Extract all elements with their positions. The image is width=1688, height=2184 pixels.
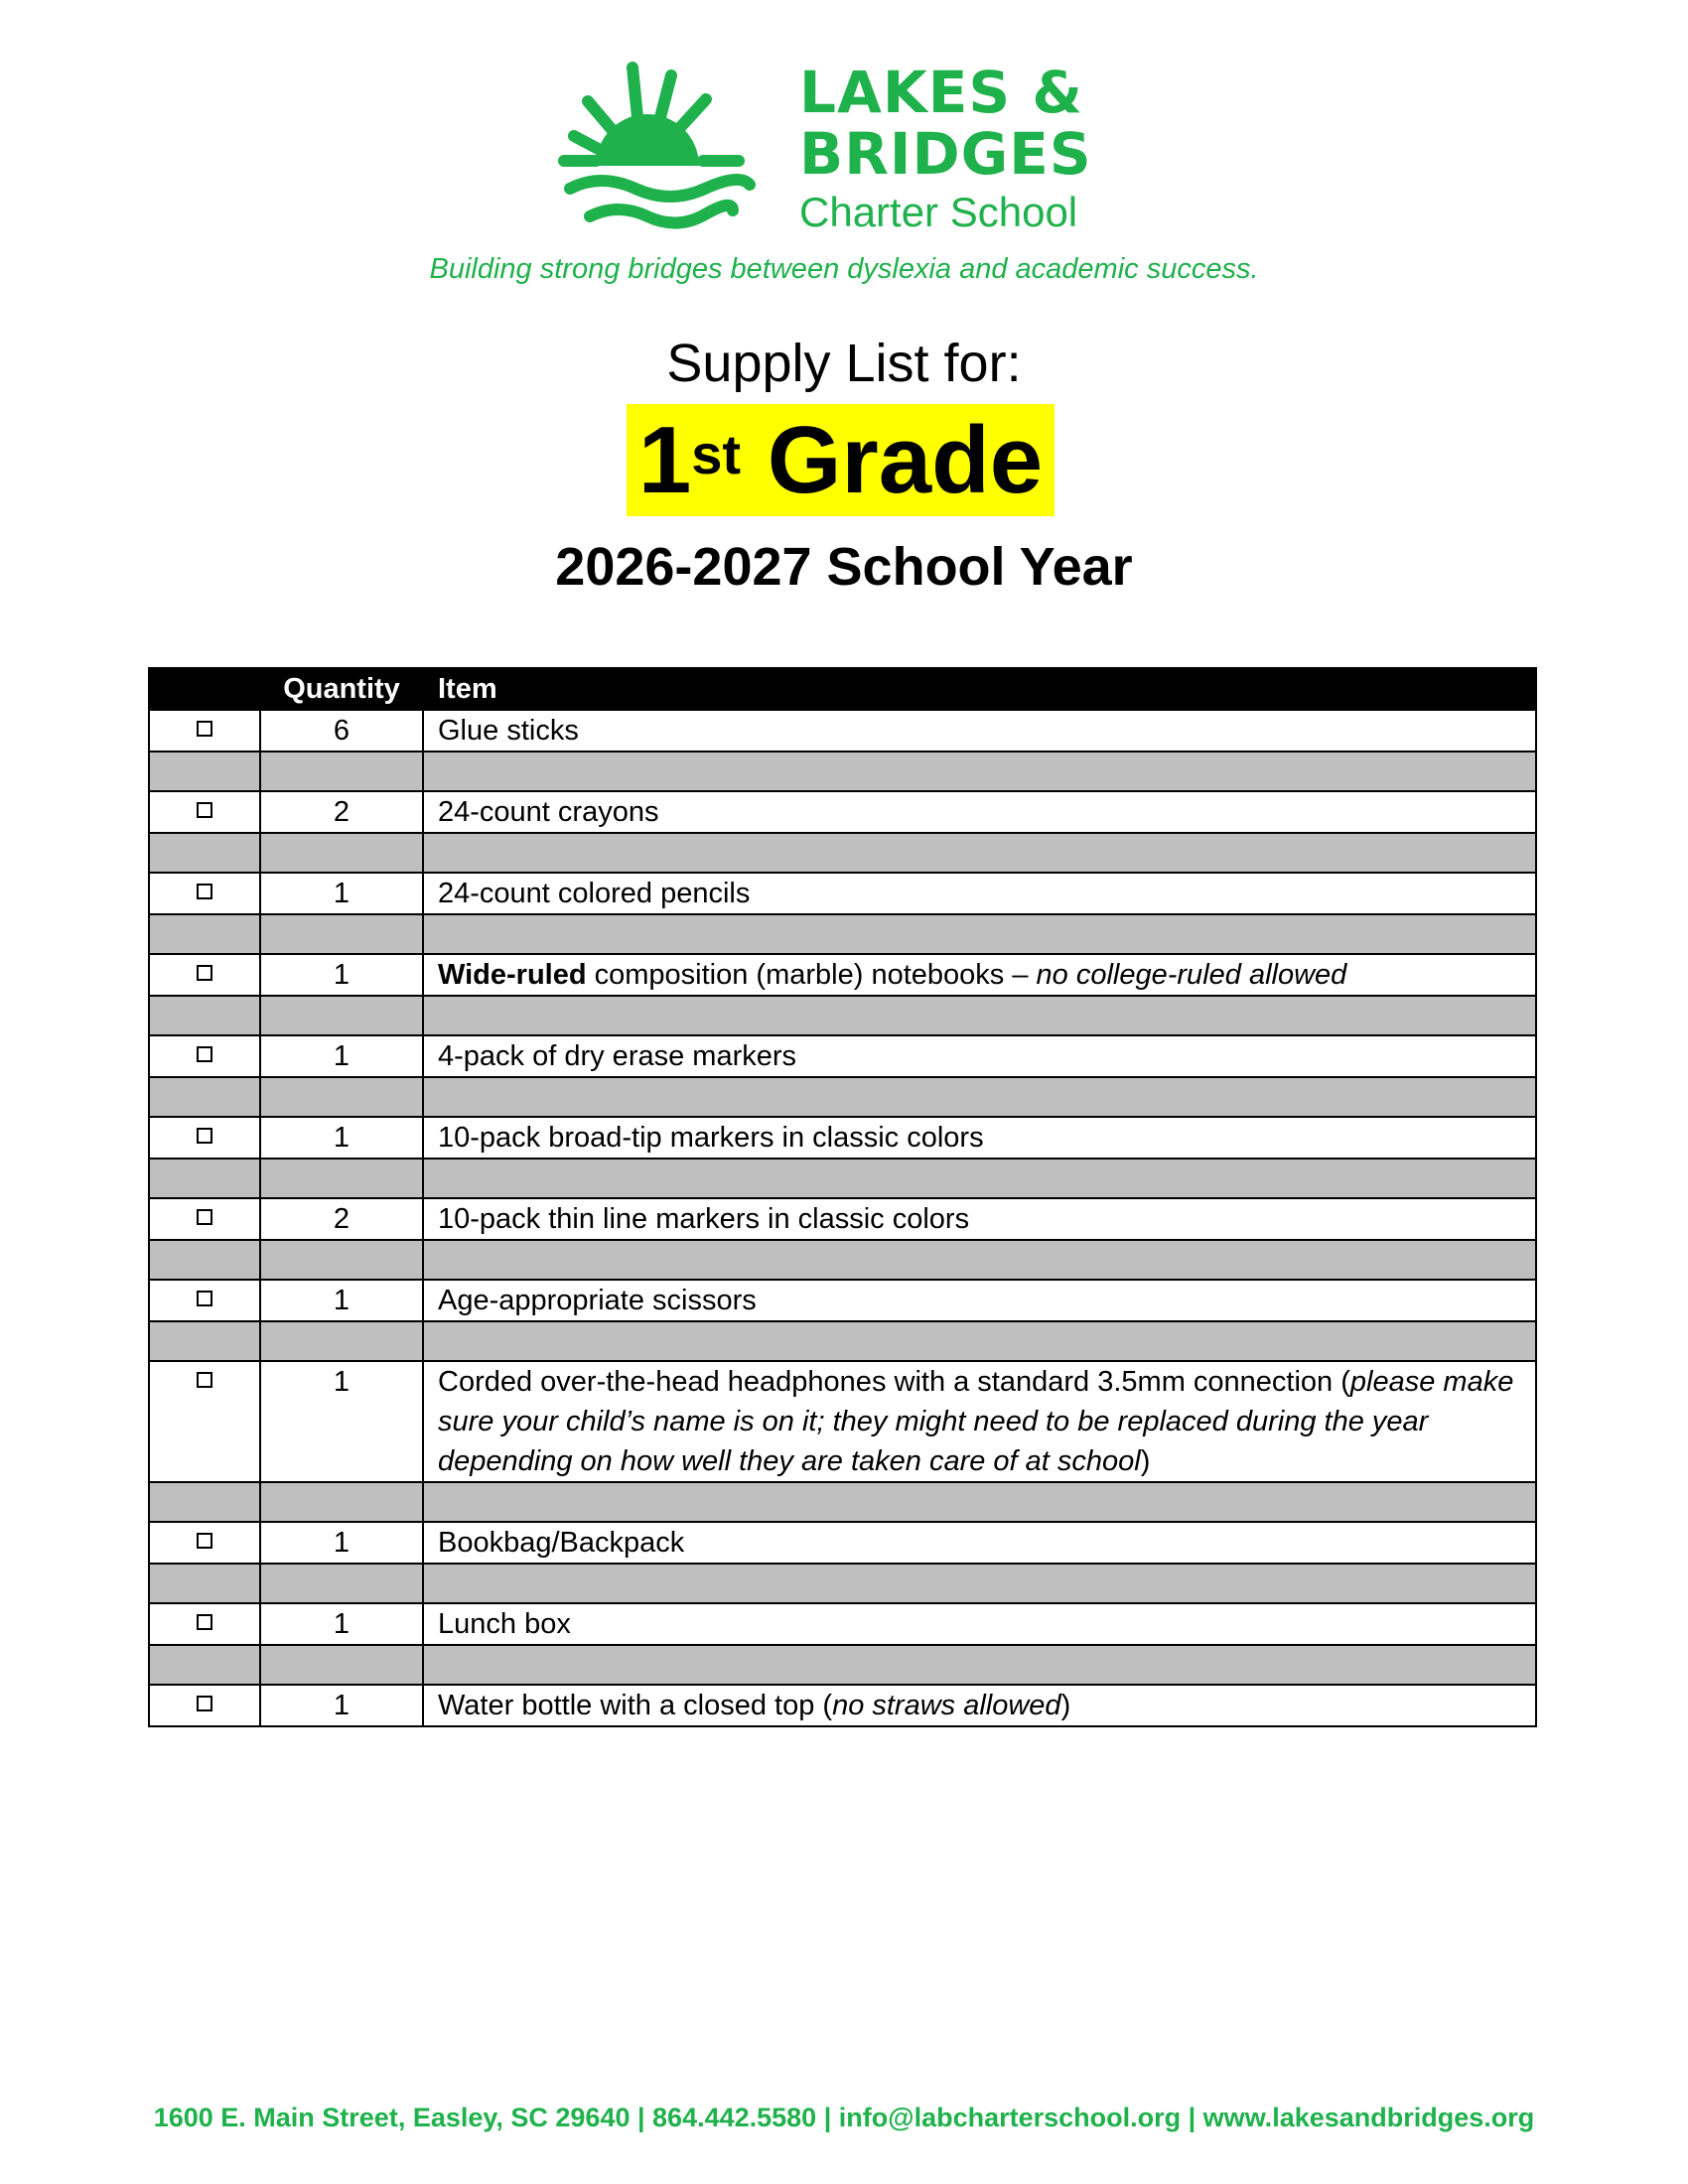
item-text: Water bottle with a closed top ( xyxy=(438,1690,833,1721)
school-year: 2026-2027 School Year xyxy=(555,537,1133,597)
quantity-cell: 1 xyxy=(260,1522,423,1564)
spacer-cell xyxy=(149,833,260,873)
item-text-end: ) xyxy=(1140,1445,1151,1477)
spacer-row xyxy=(149,1645,1536,1685)
checkbox-cell xyxy=(149,1198,260,1240)
spacer-cell xyxy=(260,833,423,873)
spacer-cell xyxy=(149,751,260,791)
checkbox-cell xyxy=(149,1603,260,1645)
table-header-row xyxy=(149,668,1536,710)
spacer-cell xyxy=(423,1645,1536,1685)
item-italic-text: no straws allowed xyxy=(832,1690,1061,1721)
supply-list-title: Supply List for: xyxy=(666,334,1022,393)
spacer-cell xyxy=(260,1645,423,1685)
spacer-cell xyxy=(423,996,1536,1035)
spacer-row xyxy=(149,1077,1536,1117)
header-item: Item xyxy=(423,668,1536,710)
quantity-cell: 1 xyxy=(260,1361,423,1482)
spacer-row xyxy=(149,1564,1536,1603)
spacer-cell xyxy=(149,1645,260,1685)
table-row xyxy=(149,1198,1536,1240)
spacer-row xyxy=(149,1482,1536,1522)
spacer-row xyxy=(149,914,1536,954)
table-row xyxy=(149,873,1536,914)
supply-table-body xyxy=(149,710,1536,1726)
quantity-cell: 1 xyxy=(260,873,423,914)
spacer-cell xyxy=(149,1321,260,1361)
supply-table xyxy=(148,667,1537,1727)
table-row xyxy=(149,710,1536,751)
spacer-cell xyxy=(260,1482,423,1522)
logo-line-2: BRIDGES xyxy=(799,120,1092,188)
table-row xyxy=(149,791,1536,833)
item-text: 10-pack thin line markers in classic colors xyxy=(438,1203,970,1235)
spacer-cell xyxy=(260,1321,423,1361)
spacer-row xyxy=(149,1159,1536,1198)
spacer-cell xyxy=(423,1482,1536,1522)
footer-contact: 1600 E. Main Street, Easley, SC 29640 | 864.442.5580 | info@labcharterschool.org | www.lakesandbridges.org xyxy=(153,2103,1535,2132)
item-text: 24-count crayons xyxy=(438,796,659,828)
spacer-cell xyxy=(423,751,1536,791)
table-row xyxy=(149,1035,1536,1077)
checkbox-cell xyxy=(149,710,260,751)
item-cell xyxy=(423,1117,1536,1159)
spacer-cell xyxy=(260,1240,423,1280)
checkbox-cell xyxy=(149,1280,260,1321)
quantity-cell: 2 xyxy=(260,1198,423,1240)
spacer-cell xyxy=(149,1482,260,1522)
spacer-cell xyxy=(423,1321,1536,1361)
spacer-cell xyxy=(260,1159,423,1198)
checkbox[interactable] xyxy=(197,721,212,737)
item-cell xyxy=(423,1035,1536,1077)
item-italic-text: please make sure your child’s name is on it; they might need to be replaced during the year depending on how well they are taken care of at school xyxy=(438,1366,1514,1477)
item-cell xyxy=(423,1685,1536,1726)
checkbox-cell xyxy=(149,873,260,914)
spacer-cell xyxy=(149,1077,260,1117)
grade-number: 1 xyxy=(637,407,692,513)
checkbox[interactable] xyxy=(197,1614,212,1630)
spacer-cell xyxy=(260,1077,423,1117)
checkbox-cell xyxy=(149,1522,260,1564)
table-row xyxy=(149,1522,1536,1564)
item-cell xyxy=(423,1603,1536,1645)
item-text: Age-appropriate scissors xyxy=(438,1285,757,1316)
grade-heading xyxy=(638,407,1043,513)
item-text-end: ) xyxy=(1060,1690,1071,1721)
logo-line-3: Charter School xyxy=(799,189,1078,235)
item-cell xyxy=(423,873,1536,914)
item-cell xyxy=(423,1361,1536,1482)
spacer-row xyxy=(149,1321,1536,1361)
item-cell xyxy=(423,710,1536,751)
spacer-cell xyxy=(423,1159,1536,1198)
checkbox[interactable] xyxy=(197,1128,212,1144)
spacer-cell xyxy=(423,1077,1536,1117)
checkbox[interactable] xyxy=(197,1046,212,1062)
checkbox[interactable] xyxy=(197,1291,212,1306)
spacer-row xyxy=(149,996,1536,1035)
item-cell xyxy=(423,1198,1536,1240)
spacer-cell xyxy=(149,996,260,1035)
item-text: Lunch box xyxy=(438,1608,571,1640)
checkbox[interactable] xyxy=(197,1209,212,1225)
spacer-cell xyxy=(149,1564,260,1603)
table-row xyxy=(149,1685,1536,1726)
logo-line-1: LAKES & xyxy=(799,59,1083,126)
quantity-cell: 1 xyxy=(260,1035,423,1077)
item-cell xyxy=(423,954,1536,996)
spacer-cell xyxy=(423,1564,1536,1603)
tagline: Building strong bridges between dyslexia and academic success. xyxy=(429,253,1259,285)
grade-suffix: st xyxy=(691,423,742,485)
item-text: composition (marble) notebooks – xyxy=(586,959,1037,991)
spacer-row xyxy=(149,1240,1536,1280)
item-text: Bookbag/Backpack xyxy=(438,1527,685,1559)
item-text: 10-pack broad-tip markers in classic colors xyxy=(438,1122,984,1154)
spacer-row xyxy=(149,751,1536,791)
checkbox-cell xyxy=(149,791,260,833)
item-text: Glue sticks xyxy=(438,715,579,747)
quantity-cell: 1 xyxy=(260,954,423,996)
item-cell xyxy=(423,791,1536,833)
spacer-cell xyxy=(260,914,423,954)
item-text: Corded over-the-head headphones with a standard 3.5mm connection ( xyxy=(438,1366,1350,1398)
spacer-cell xyxy=(423,833,1536,873)
item-italic-text: no college-ruled allowed xyxy=(1036,959,1347,991)
quantity-cell: 2 xyxy=(260,791,423,833)
school-logo xyxy=(556,59,1152,240)
spacer-cell xyxy=(149,914,260,954)
checkbox[interactable] xyxy=(197,1696,212,1711)
checkbox[interactable] xyxy=(197,884,212,899)
quantity-cell: 1 xyxy=(260,1603,423,1645)
item-bold-text: Wide-ruled xyxy=(438,959,587,991)
spacer-cell xyxy=(260,996,423,1035)
table-row xyxy=(149,1361,1536,1482)
grade-word: Grade xyxy=(741,407,1044,513)
item-text: 24-count colored pencils xyxy=(438,878,751,909)
header-checkbox xyxy=(149,668,260,710)
quantity-cell: 6 xyxy=(260,710,423,751)
logo-wordmark xyxy=(799,59,1092,238)
table-row xyxy=(149,954,1536,996)
checkbox-cell xyxy=(149,1361,260,1482)
item-text: 4-pack of dry erase markers xyxy=(438,1040,797,1072)
checkbox[interactable] xyxy=(197,802,212,818)
table-row xyxy=(149,1603,1536,1645)
spacer-cell xyxy=(423,914,1536,954)
spacer-cell xyxy=(260,1564,423,1603)
table-row xyxy=(149,1117,1536,1159)
item-cell xyxy=(423,1522,1536,1564)
spacer-cell xyxy=(149,1159,260,1198)
header-quantity: Quantity xyxy=(260,668,423,710)
checkbox-cell xyxy=(149,1685,260,1726)
quantity-cell: 1 xyxy=(260,1685,423,1726)
spacer-row xyxy=(149,833,1536,873)
checkbox[interactable] xyxy=(197,1372,212,1388)
checkbox-cell xyxy=(149,1035,260,1077)
checkbox[interactable] xyxy=(197,965,212,981)
table-row xyxy=(149,1280,1536,1321)
grade-highlight xyxy=(627,404,1055,516)
checkbox-cell xyxy=(149,954,260,996)
quantity-cell: 1 xyxy=(260,1117,423,1159)
sun-over-waves-icon xyxy=(556,62,774,240)
checkbox[interactable] xyxy=(197,1533,212,1549)
item-cell xyxy=(423,1280,1536,1321)
quantity-cell: 1 xyxy=(260,1280,423,1321)
spacer-cell xyxy=(149,1240,260,1280)
spacer-cell xyxy=(423,1240,1536,1280)
checkbox-cell xyxy=(149,1117,260,1159)
spacer-cell xyxy=(260,751,423,791)
